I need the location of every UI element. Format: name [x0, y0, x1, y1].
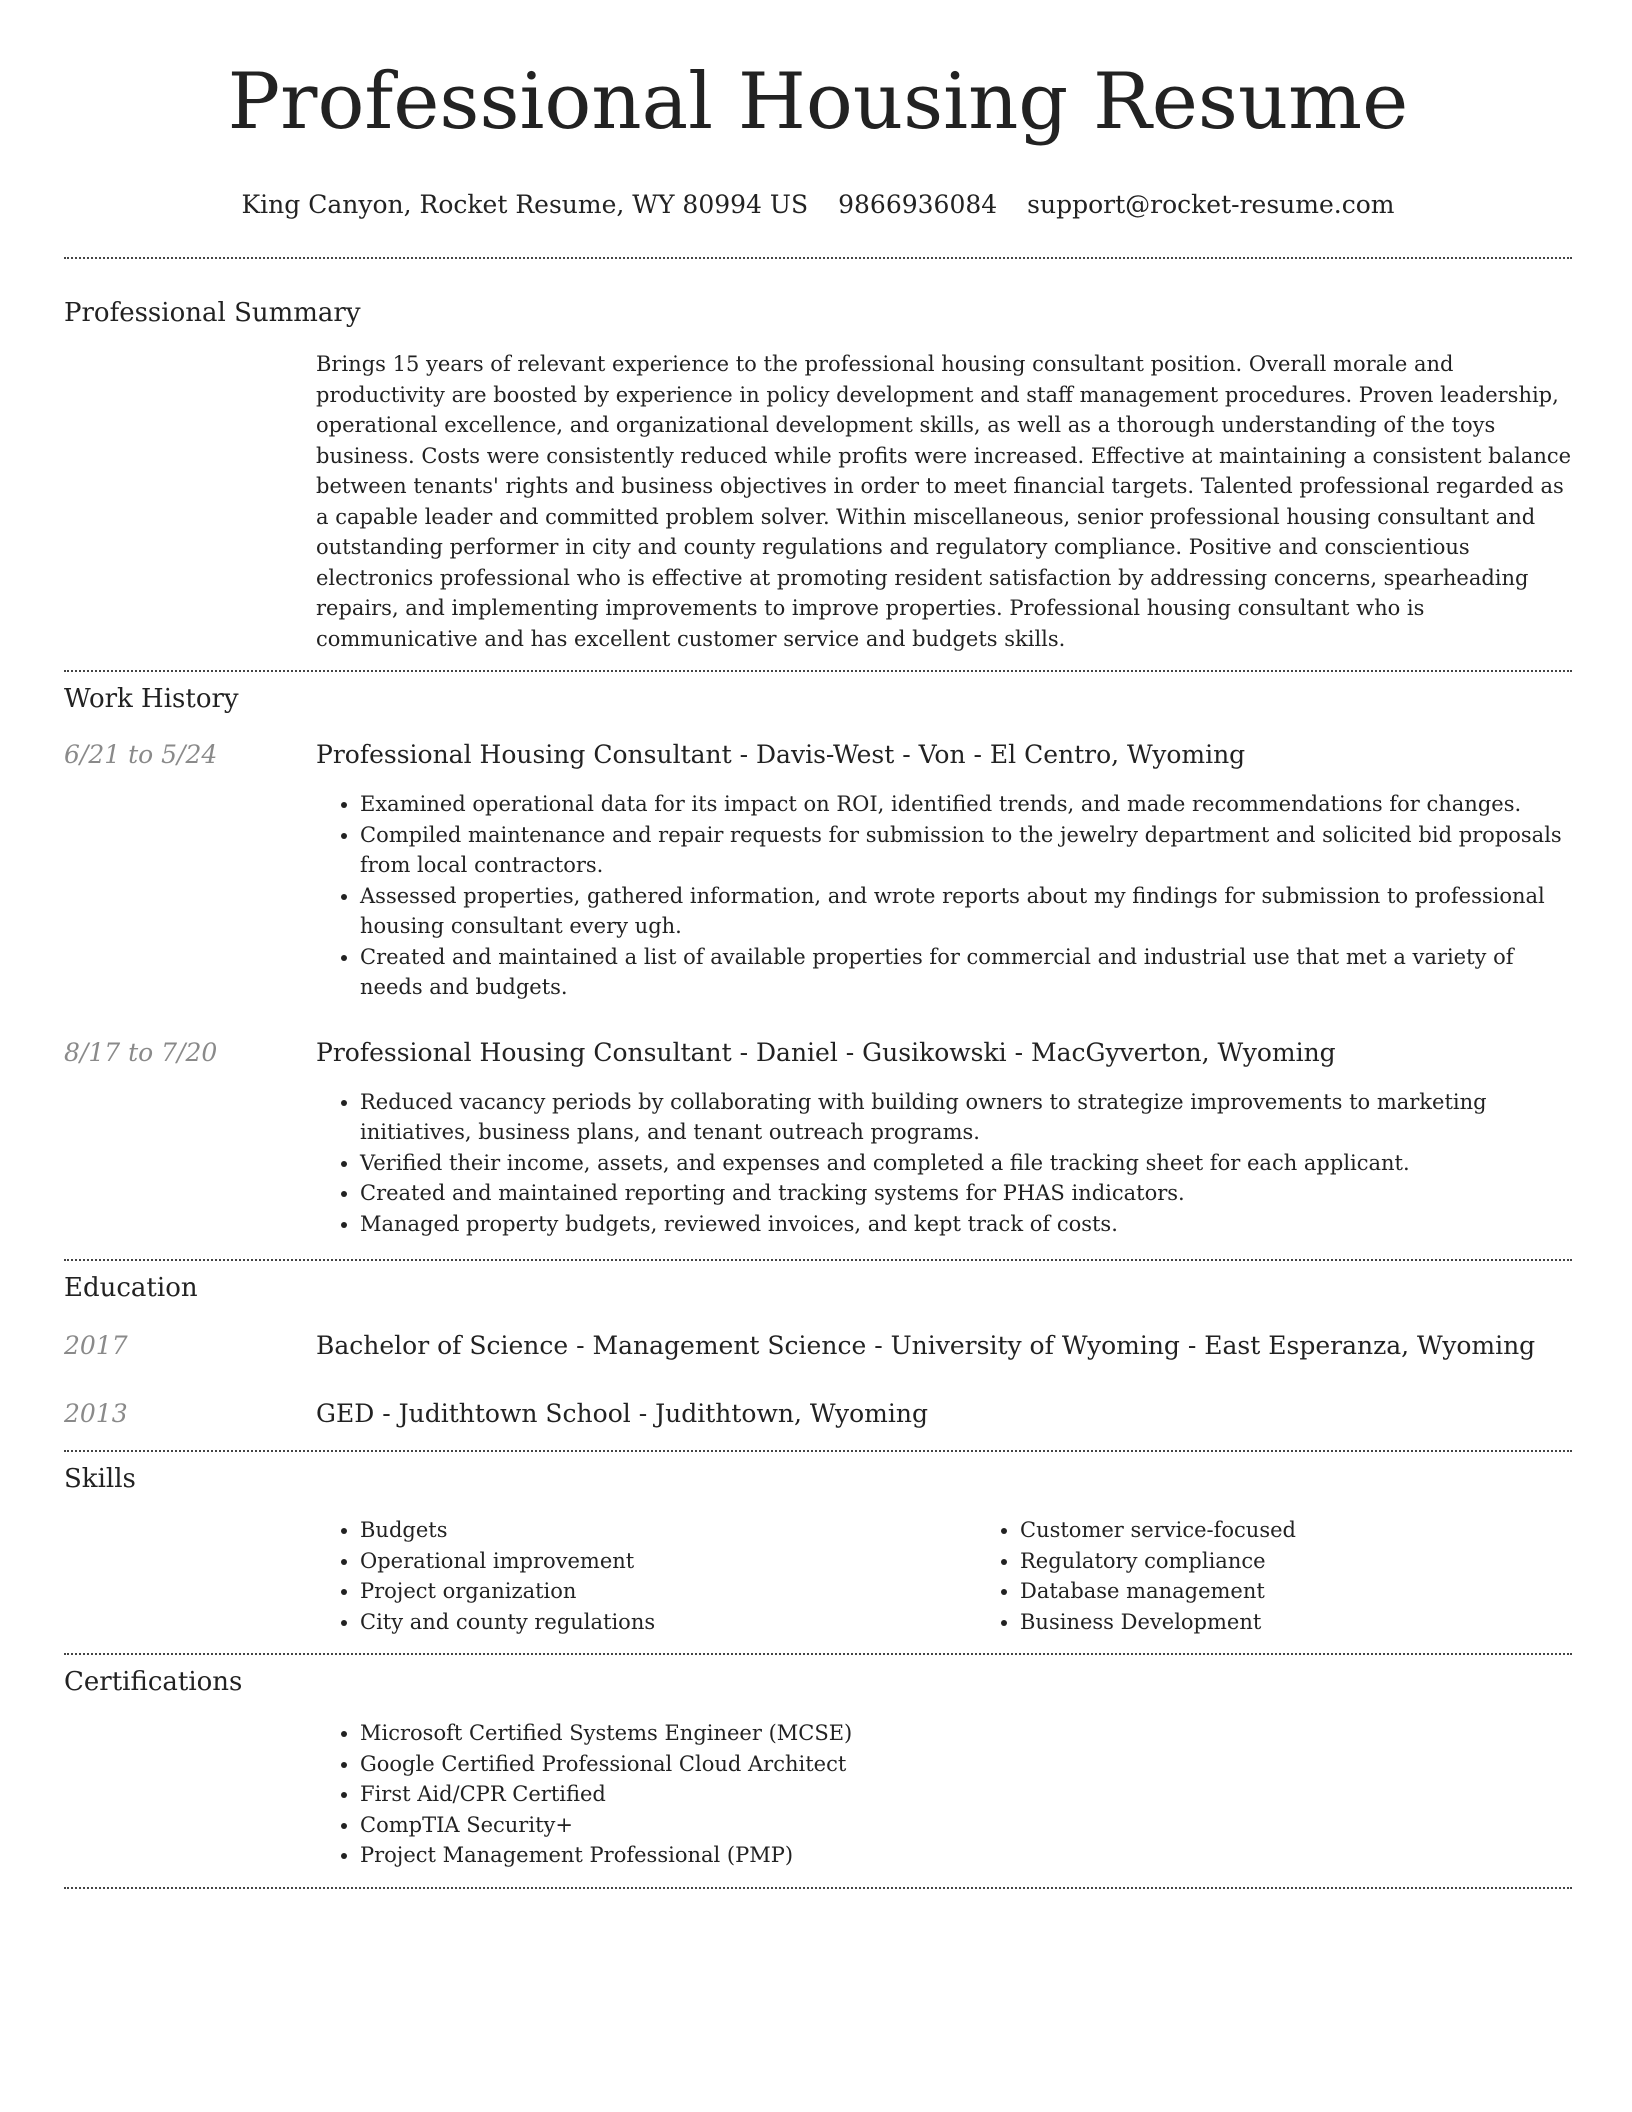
divider	[64, 257, 1572, 259]
skill-item: • Business Development	[1020, 1607, 1632, 1638]
summary-content	[316, 349, 1572, 654]
job-bullet: • Reduced vacancy periods by collaborating with building owners to strategize improvements to marketing initiatives, business plans, and tenant outreach programs.	[360, 1087, 1572, 1148]
job-bullet: • Created and maintained reporting and tracking systems for PHAS indicators.	[360, 1178, 1572, 1209]
job-bullet: • Verified their income, assets, and expenses and completed a file tracking sheet for each applicant.	[360, 1148, 1572, 1179]
contact-address: King Canyon, Rocket Resume, WY 80994 US	[241, 190, 809, 219]
job-bullets	[316, 1087, 1572, 1240]
job-title: Professional Housing Consultant - Davis-West - Von - El Centro, Wyoming	[316, 740, 1246, 769]
divider	[64, 670, 1572, 672]
education-entry	[64, 1398, 1572, 1430]
certification-item: • Google Certified Professional Cloud Architect	[360, 1749, 1572, 1780]
skill-item: • Customer service-focused	[1020, 1515, 1632, 1546]
section-title-summary: Professional Summary	[64, 298, 361, 328]
summary-text: Brings 15 years of relevant experience to the professional housing consultant position. Overall morale and productivity are boosted by experience in policy development and staff management procedures. Proven leadership, operational excellence, and organizational development skills, as well as a thorough understanding of the toys business. Costs were consistently reduced while profits were increased. Effective at maintaining a consistent balance between tenants' rights and business objectives in order to meet financial targets. Talented professional regarded as a capable leader and committed problem solver. Within miscellaneous, senior professional housing consultant and outstanding performer in city and county regulations and regulatory compliance. Positive and conscientious electronics professional who is effective at promoting resident satisfaction by addressing concerns, spearheading repairs, and implementing improvements to improve properties. Professional housing consultant who is communicative and has excellent customer service and budgets skills.	[316, 352, 1572, 651]
job-body	[316, 1037, 1572, 1240]
education-year: 2013	[64, 1399, 128, 1428]
resume-page	[64, 0, 1572, 1889]
certifications-list	[316, 1718, 1572, 1871]
certification-item: • First Aid/CPR Certified	[360, 1779, 1572, 1810]
job-bullet: • Created and maintained a list of available properties for commercial and industrial use that met a variety of needs and budgets.	[360, 942, 1572, 1003]
resume-header	[64, 0, 1572, 220]
section-title-certifications: Certifications	[64, 1667, 243, 1697]
divider	[64, 1887, 1572, 1889]
section-title-skills: Skills	[64, 1464, 136, 1494]
certification-item: • Project Management Professional (PMP)	[360, 1840, 1572, 1871]
contact-line	[64, 190, 1572, 220]
skill-item: • Project organization	[360, 1576, 976, 1607]
education-body	[316, 1330, 1572, 1362]
resume-name: Professional Housing Resume	[227, 57, 1409, 147]
skill-item: • Operational improvement	[360, 1546, 976, 1577]
job-bullet: • Assessed properties, gathered information, and wrote reports about my findings for submission to professional housing consultant every ugh.	[360, 881, 1572, 942]
skill-item: • City and county regulations	[360, 1607, 976, 1638]
skills-section	[64, 1463, 1572, 1637]
job-entry	[64, 739, 1572, 1003]
job-bullet: • Examined operational data for its impact on ROI, identified trends, and made recommendations for changes.	[360, 789, 1572, 820]
certifications-section	[64, 1666, 1572, 1871]
work-section	[64, 683, 1572, 1239]
education-body	[316, 1398, 1572, 1430]
education-section	[64, 1272, 1572, 1430]
job-bullet: • Managed property budgets, reviewed invoices, and kept track of costs.	[360, 1209, 1572, 1240]
skill-item: • Regulatory compliance	[1020, 1546, 1632, 1577]
job-bullets	[316, 789, 1572, 1003]
education-year: 2017	[64, 1331, 128, 1360]
job-body	[316, 739, 1572, 1003]
skills-columns	[316, 1515, 1572, 1637]
education-text: Bachelor of Science - Management Science - University of Wyoming - East Esperanza, Wyoming	[316, 1331, 1536, 1360]
certification-item: • Microsoft Certified Systems Engineer (MCSE)	[360, 1718, 1572, 1749]
education-entry	[64, 1330, 1572, 1362]
divider	[64, 1653, 1572, 1655]
certifications-content	[316, 1718, 1572, 1871]
contact-email: support@rocket-resume.com	[1027, 190, 1395, 219]
section-title-work: Work History	[64, 684, 239, 714]
job-entry	[64, 1037, 1572, 1240]
skill-item: • Database management	[1020, 1576, 1632, 1607]
skills-list-left	[316, 1515, 976, 1637]
section-title-education: Education	[64, 1273, 198, 1303]
education-text: GED - Judithtown School - Judithtown, Wyoming	[316, 1399, 928, 1428]
job-dates: 6/21 to 5/24	[64, 740, 218, 769]
skills-list-right	[976, 1515, 1632, 1637]
skill-item: • Budgets	[360, 1515, 976, 1546]
contact-phone: 9866936084	[838, 190, 998, 219]
certification-item: • CompTIA Security+	[360, 1810, 1572, 1841]
job-dates: 8/17 to 7/20	[64, 1037, 218, 1067]
divider	[64, 1450, 1572, 1452]
job-bullet: • Compiled maintenance and repair requests for submission to the jewelry department and solicited bid proposals from local contractors.	[360, 820, 1572, 881]
summary-section	[64, 297, 1572, 654]
job-title: Professional Housing Consultant - Daniel - Gusikowski - MacGyverton, Wyoming	[316, 1037, 1336, 1067]
divider	[64, 1259, 1572, 1261]
